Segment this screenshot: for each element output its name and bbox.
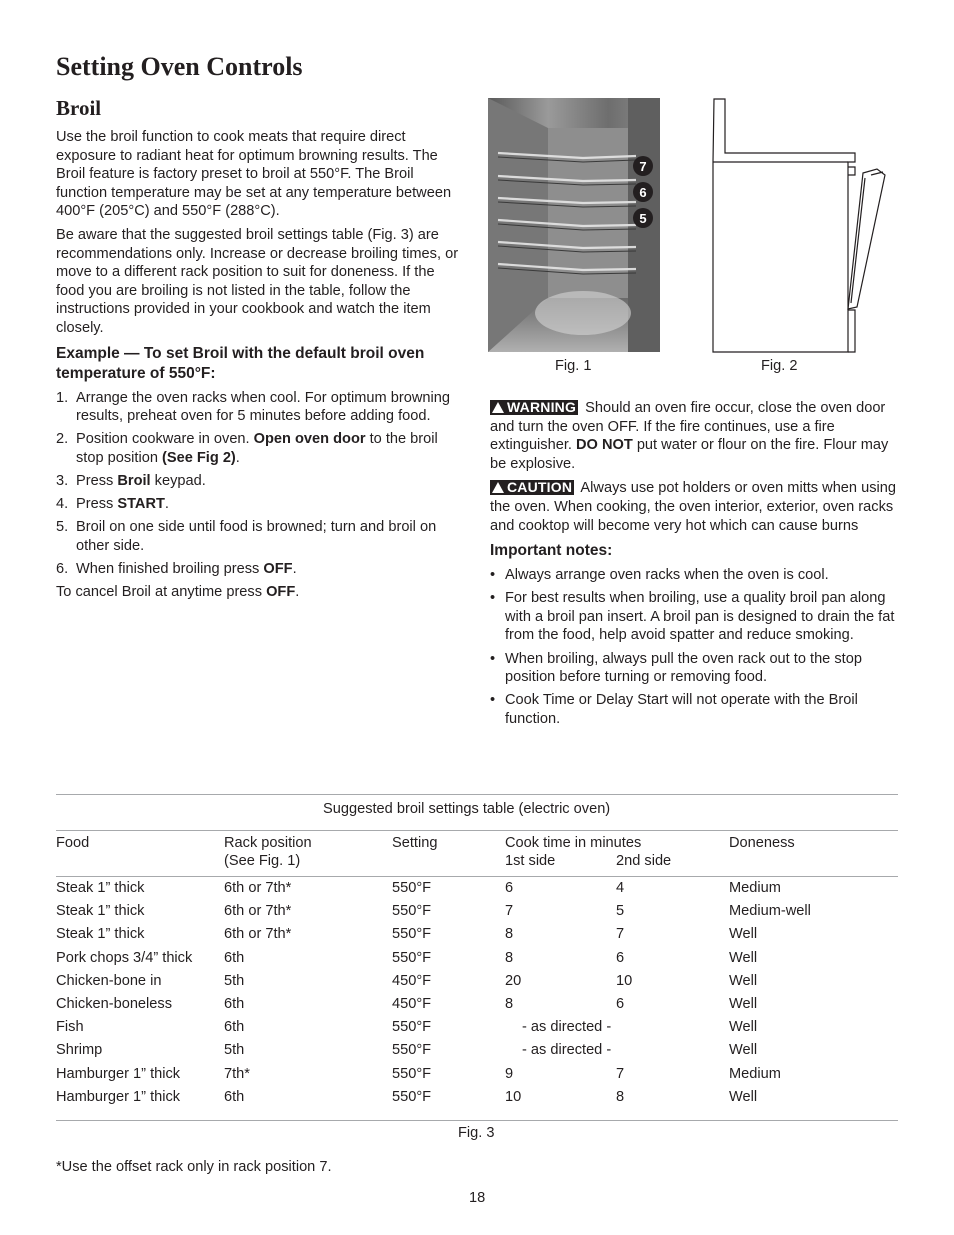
cancel-bold-text: OFF <box>266 583 296 600</box>
page-title: Setting Oven Controls <box>56 52 303 81</box>
range-side-view-figure <box>705 95 905 355</box>
fig2-caption: Fig. 2 <box>761 358 798 374</box>
cell-setting: 450°F <box>392 996 432 1012</box>
cell-setting: 550°F <box>392 1089 432 1105</box>
cell-1st-side: 8 <box>505 996 514 1012</box>
table-title-rule <box>56 830 898 831</box>
cell-cook-time-combined: - as directed - <box>522 1042 612 1058</box>
step-text: Broil on one side until food is browned; turn and broil on other side. <box>76 519 437 554</box>
col-header-2nd-side: 2nd side <box>616 853 672 869</box>
cell-setting: 550°F <box>392 903 432 919</box>
cell-rack: 5th <box>224 1042 245 1058</box>
col-header-doneness: Doneness <box>729 835 795 851</box>
col-header-rack: Rack position <box>224 835 312 851</box>
rack-label: 5 <box>639 211 647 226</box>
step-item <box>56 472 466 491</box>
col-header-cook-time: Cook time in minutes <box>505 835 642 851</box>
step-text: keypad. <box>150 472 206 489</box>
note-item: • For best results when broiling, use a quality broil pan along with a broil pan insert. A broil pan is designed to drain the fat from the food, help avoid spatter and reduce smoking. <box>490 589 900 645</box>
step-bold-text: OFF <box>263 560 293 577</box>
col-header-food: Food <box>56 835 90 851</box>
cell-2nd-side: 8 <box>616 1089 625 1105</box>
oven-interior-photo <box>488 98 660 352</box>
warning-text: put water or flour on the fire. Flour may be explosive. <box>490 437 889 472</box>
broil-steps <box>56 389 466 579</box>
intro-paragraph: Be aware that the suggested broil settings table (Fig. 3) are recommendations only. Increase or decrease broiling times, or move to a different rack position to suit for doneness. If the food you are broiling is not listed in the table, follow the instructions provided in your cookbook and watch the item closely. <box>56 226 459 336</box>
cell-2nd-side: 7 <box>616 926 625 942</box>
step-text: . <box>235 449 240 466</box>
cell-doneness: Well <box>729 950 758 966</box>
step-number: 2. <box>56 431 69 448</box>
cell-setting: 450°F <box>392 973 432 989</box>
step-item <box>56 495 466 514</box>
cell-food: Steak 1” thick <box>56 880 145 896</box>
cell-doneness: Well <box>729 996 758 1012</box>
cell-rack: 7th* <box>224 1066 250 1082</box>
step-item <box>56 430 466 467</box>
warning-bold-text: DO NOT <box>576 437 633 454</box>
warning-badge <box>490 400 578 415</box>
cell-food: Fish <box>56 1019 84 1035</box>
table-header-rule <box>56 876 898 877</box>
cell-food: Shrimp <box>56 1042 103 1058</box>
step-text: Press <box>76 472 118 489</box>
cell-rack: 5th <box>224 973 245 989</box>
step-bold-text: Open oven door <box>253 431 366 448</box>
cell-doneness: Medium <box>729 1066 781 1082</box>
cell-1st-side: 8 <box>505 926 514 942</box>
step-text: to the broil stop position <box>76 431 438 466</box>
page-number: 18 <box>469 1190 486 1206</box>
cell-2nd-side: 5 <box>616 903 625 919</box>
cell-2nd-side: 7 <box>616 1066 625 1082</box>
cell-setting: 550°F <box>392 1019 432 1035</box>
cell-1st-side: 10 <box>505 1089 522 1105</box>
step-number: 4. <box>56 496 69 512</box>
cell-doneness: Medium <box>729 880 781 896</box>
note-item: • When broiling, always pull the oven rack out to the stop position before turning or removing food. <box>490 650 900 687</box>
step-number: 3. <box>56 472 69 489</box>
note-item: • Cook Time or Delay Start will not operate with the Broil function. <box>490 691 900 728</box>
step-bold-text: Broil <box>117 472 151 489</box>
col-header-rack-sub: (See Fig. 1) <box>224 853 301 869</box>
cell-food: Chicken-bone in <box>56 973 162 989</box>
left-column <box>56 128 466 606</box>
cancel-text: . <box>295 583 300 600</box>
cell-food: Steak 1” thick <box>56 926 145 942</box>
step-item <box>56 518 466 555</box>
warning-triangle-icon <box>492 402 504 413</box>
cell-food: Steak 1” thick <box>56 903 145 919</box>
step-number: 6. <box>56 560 69 577</box>
step-item <box>56 560 466 579</box>
caution-text: Always use pot holders or oven mitts when using the oven. When cooking, the oven interior, exterior, oven racks and cooktop will become very hot which can cause burns <box>490 480 896 534</box>
cell-1st-side: 8 <box>505 950 514 966</box>
step-text: Position cookware in oven. <box>76 431 254 448</box>
cell-rack: 6th or 7th* <box>224 880 292 896</box>
step-text: . <box>292 560 297 577</box>
intro-paragraph: Use the broil function to cook meats that require direct exposure to radiant heat for optimum browning results. The Broil feature is factory preset to broil at 550°F. The Broil function temperature may be set at any temperature between 400°F (205°C) and 550°F (288°C). <box>56 129 452 220</box>
cell-doneness: Well <box>729 926 758 942</box>
cell-doneness: Well <box>729 1089 758 1105</box>
rack-label: 7 <box>639 159 647 174</box>
warning-label: WARNING <box>507 399 577 415</box>
cell-rack: 6th <box>224 1019 245 1035</box>
cell-1st-side: 6 <box>505 880 514 896</box>
caution-notice <box>490 479 900 535</box>
cell-setting: 550°F <box>392 926 432 942</box>
step-number: 1. <box>56 389 69 406</box>
important-notes-heading: Important notes: <box>490 542 613 560</box>
step-bold-text: START <box>117 496 165 512</box>
cell-rack: 6th or 7th* <box>224 903 292 919</box>
warning-text: Should an oven fire occur, close the oven door and turn the oven OFF. If the fire continues, use a fire extinguisher. <box>490 400 886 454</box>
step-text: When finished broiling press <box>76 560 264 577</box>
cell-setting: 550°F <box>392 1042 432 1058</box>
fig3-caption: Fig. 3 <box>458 1125 495 1141</box>
cell-rack: 6th <box>224 950 245 966</box>
cell-setting: 550°F <box>392 950 432 966</box>
table-bottom-rule <box>56 1120 898 1121</box>
table-top-rule <box>56 794 898 795</box>
step-text: . <box>164 496 169 512</box>
rack-label: 6 <box>639 185 647 200</box>
warning-notice <box>490 399 900 473</box>
caution-triangle-icon <box>492 482 504 493</box>
col-header-1st-side: 1st side <box>505 853 556 869</box>
cell-doneness: Medium-well <box>729 903 811 919</box>
cell-2nd-side: 6 <box>616 996 625 1012</box>
cell-2nd-side: 10 <box>616 973 633 989</box>
cell-doneness: Well <box>729 1042 758 1058</box>
cancel-text: To cancel Broil at anytime press <box>56 583 267 600</box>
cancel-instruction <box>56 583 466 602</box>
fig1-caption: Fig. 1 <box>555 358 592 374</box>
step-number: 5. <box>56 519 69 536</box>
example-heading: Example — To set Broil with the default broil oven temperature of 550°F: <box>56 344 425 382</box>
cell-food: Hamburger 1” thick <box>56 1089 181 1105</box>
table-title: Suggested broil settings table (electric oven) <box>323 801 611 817</box>
cell-rack: 6th <box>224 996 245 1012</box>
cell-setting: 550°F <box>392 880 432 896</box>
step-item <box>56 389 466 426</box>
cell-setting: 550°F <box>392 1066 432 1082</box>
range-side-view-drawing <box>705 95 905 355</box>
col-header-setting: Setting <box>392 835 438 851</box>
caution-badge <box>490 480 574 495</box>
cell-food: Pork chops 3/4” thick <box>56 950 193 966</box>
note-item: • Always arrange oven racks when the oven is cool. <box>490 566 900 585</box>
right-column <box>490 399 900 733</box>
caution-label: CAUTION <box>507 479 573 496</box>
cell-1st-side: 7 <box>505 903 514 919</box>
cell-1st-side: 20 <box>505 973 522 989</box>
cell-cook-time-combined: - as directed - <box>522 1019 612 1035</box>
cell-food: Hamburger 1” thick <box>56 1066 181 1082</box>
cell-2nd-side: 6 <box>616 950 625 966</box>
step-bold-text: (See Fig 2) <box>162 449 236 466</box>
cell-rack: 6th <box>224 1089 245 1105</box>
cell-rack: 6th or 7th* <box>224 926 292 942</box>
step-text: Arrange the oven racks when cool. For optimum browning results, preheat oven for 5 minutes before adding food. <box>76 389 450 425</box>
cell-doneness: Well <box>729 973 758 989</box>
cell-doneness: Well <box>729 1019 758 1035</box>
oven-interior-figure <box>488 98 660 352</box>
footnote: *Use the offset rack only in rack position 7. <box>56 1159 332 1175</box>
section-heading-broil: Broil <box>56 96 102 120</box>
cell-food: Chicken-boneless <box>56 996 173 1012</box>
cell-2nd-side: 4 <box>616 880 625 896</box>
step-text: Press <box>76 496 118 512</box>
cell-1st-side: 9 <box>505 1066 514 1082</box>
important-notes-list <box>490 566 900 728</box>
